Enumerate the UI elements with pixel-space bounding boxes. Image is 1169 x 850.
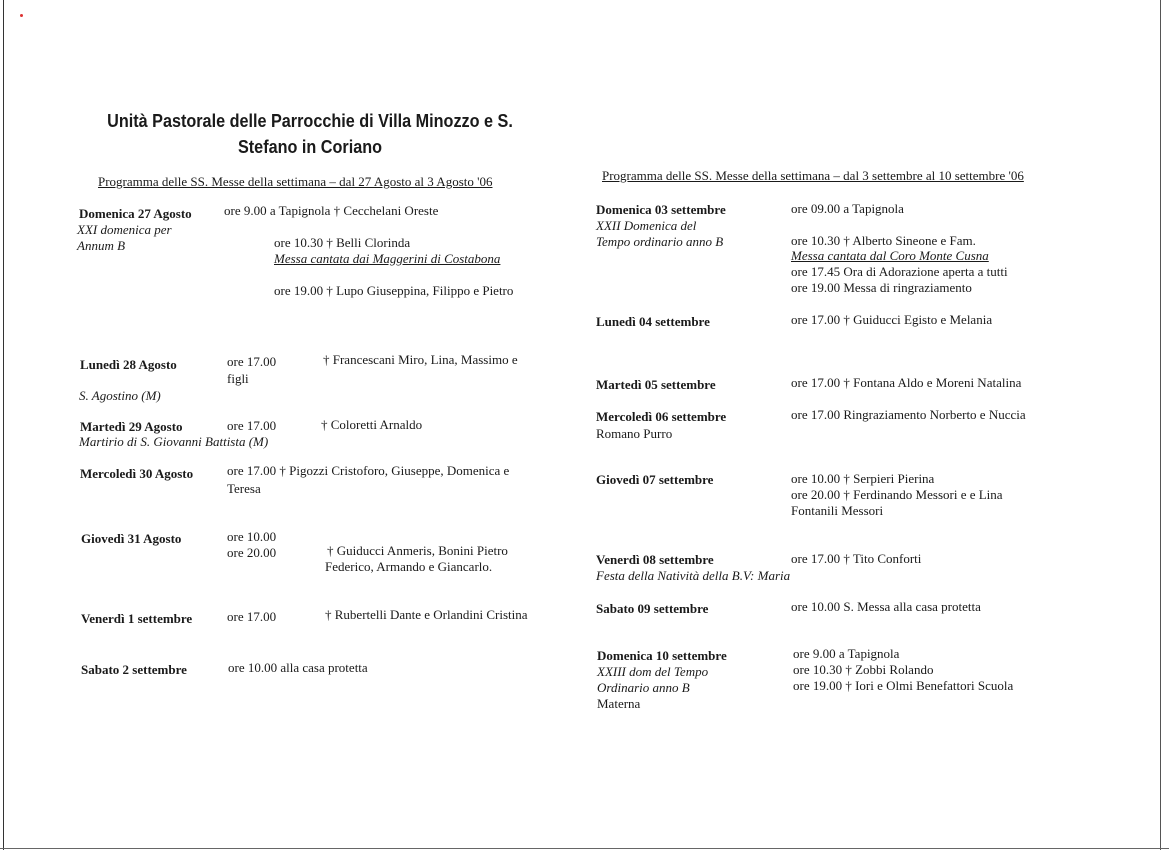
ink-speck: [20, 14, 23, 17]
left-thursday-text-1: † Guiducci Anmeris, Bonini Pietro: [327, 543, 508, 558]
right-sunday10-mass-1: ore 9.00 a Tapignola: [793, 646, 900, 661]
right-thursday-day: Giovedì 07 settembre: [596, 472, 714, 487]
right-sunday-day: Domenica 03 settembre: [596, 202, 726, 217]
right-monday-day: Lunedì 04 settembre: [596, 314, 710, 329]
right-thursday-mass-1: ore 10.00 † Serpieri Pierina: [791, 471, 935, 486]
right-sunday-mass-3: ore 19.00 Messa di ringraziamento: [791, 280, 972, 295]
right-sunday10-mass-3: ore 19.00 † Iori e Olmi Benefattori Scuola: [793, 678, 1014, 693]
left-monday-text-cont: figli: [227, 371, 249, 386]
right-sunday10-day: Domenica 10 settembre: [597, 648, 727, 663]
left-saturday-day: Sabato 2 settembre: [81, 662, 187, 677]
document-title: Unità Pastorale delle Parrocchie di Villa Minozzo e S. Stefano in Coriano: [107, 111, 513, 157]
left-friday-time: ore 17.00: [227, 609, 277, 624]
right-wednesday-cont: Romano Purro: [596, 426, 673, 441]
right-friday-feast: Festa della Natività della B.V: Maria: [596, 568, 791, 583]
right-wednesday-mass: ore 17.00 Ringraziamento Norberto e Nuccia: [791, 407, 1026, 422]
right-sunday10-liturgy-1: XXIII dom del Tempo: [597, 664, 709, 679]
left-sunday-liturgy-1: XXI domenica per: [77, 222, 172, 237]
right-sunday-mass-2: ore 10.30 † Alberto Sineone e Fam.: [791, 233, 976, 248]
left-schedule-heading: Programma delle SS. Messe della settimana – dal 27 Agosto al 3 Agosto '06: [98, 174, 493, 189]
left-sunday-mass-2: ore 10.30 † Belli Clorinda: [274, 235, 411, 250]
right-sunday-liturgy-1: XXII Domenica del: [596, 218, 697, 233]
right-sunday10-cont: Materna: [597, 696, 641, 711]
left-monday-day: Lunedì 28 Agosto: [80, 357, 177, 372]
right-tuesday-day: Martedì 05 settembre: [596, 377, 716, 392]
left-friday-text: † Rubertelli Dante e Orlandini Cristina: [325, 607, 528, 622]
left-friday-day: Venerdì 1 settembre: [81, 611, 193, 626]
left-monday-time: ore 17.00: [227, 354, 277, 369]
left-thursday-time-1: ore 10.00: [227, 529, 277, 544]
left-tuesday-time: ore 17.00: [227, 418, 277, 433]
left-wednesday-mass: ore 17.00 † Pigozzi Cristoforo, Giuseppe, Domenica e: [227, 463, 510, 478]
left-saturday-mass: ore 10.00 alla casa protetta: [228, 660, 368, 675]
right-sunday10-liturgy-2: Ordinario anno B: [597, 680, 690, 695]
right-saturday-day: Sabato 09 settembre: [596, 601, 709, 616]
right-thursday-mass-2-cont: Fontanili Messori: [791, 503, 884, 518]
left-tuesday-day: Martedì 29 Agosto: [80, 419, 183, 434]
left-tuesday-feast: Martirio di S. Giovanni Battista (M): [79, 434, 269, 449]
right-monday-mass: ore 17.00 † Guiducci Egisto e Melania: [791, 312, 993, 327]
right-friday-day: Venerdì 08 settembre: [596, 552, 714, 567]
left-sunday-liturgy-2: Annum B: [77, 238, 126, 253]
page-bottom-edge: [0, 848, 1169, 849]
left-wednesday-mass-cont: Teresa: [227, 481, 261, 496]
right-sunday-mass-1: ore 09.00 a Tapignola: [791, 201, 904, 216]
left-sunday-mass-2-note: Messa cantata dai Maggerini di Costabona: [274, 251, 501, 266]
left-wednesday-day: Mercoledì 30 Agosto: [80, 466, 194, 481]
right-saturday-mass: ore 10.00 S. Messa alla casa protetta: [791, 599, 981, 614]
left-tuesday-text: † Coloretti Arnaldo: [321, 417, 423, 432]
page-right-edge: [1160, 0, 1161, 850]
right-sunday10-mass-2: ore 10.30 † Zobbi Rolando: [793, 662, 934, 677]
left-thursday-text-2: Federico, Armando e Giancarlo.: [325, 559, 493, 574]
left-sunday-day: Domenica 27 Agosto: [79, 206, 192, 221]
right-sunday-adoration: ore 17.45 Ora di Adorazione aperta a tutti: [791, 264, 1008, 279]
right-friday-mass: ore 17.00 † Tito Conforti: [791, 551, 922, 566]
right-sunday-mass-2-note: Messa cantata dal Coro Monte Cusna: [791, 248, 989, 263]
right-tuesday-mass: ore 17.00 † Fontana Aldo e Moreni Natalina: [791, 375, 1022, 390]
right-sunday-liturgy-2: Tempo ordinario anno B: [596, 234, 724, 249]
left-sunday-mass-1: ore 9.00 a Tapignola † Cecchelani Oreste: [224, 203, 439, 218]
left-monday-feast: S. Agostino (M): [79, 388, 161, 403]
page-left-edge: [3, 0, 4, 850]
left-monday-text: † Francescani Miro, Lina, Massimo e: [323, 352, 518, 367]
right-thursday-mass-2: ore 20.00 † Ferdinando Messori e e Lina: [791, 487, 1003, 502]
right-schedule-heading: Programma delle SS. Messe della settimana – dal 3 settembre al 10 settembre '06: [602, 168, 1024, 183]
left-thursday-day: Giovedì 31 Agosto: [81, 531, 182, 546]
left-thursday-time-2: ore 20.00: [227, 545, 277, 560]
right-wednesday-day: Mercoledì 06 settembre: [596, 409, 727, 424]
left-sunday-mass-3: ore 19.00 † Lupo Giuseppina, Filippo e Pietro: [274, 283, 514, 298]
